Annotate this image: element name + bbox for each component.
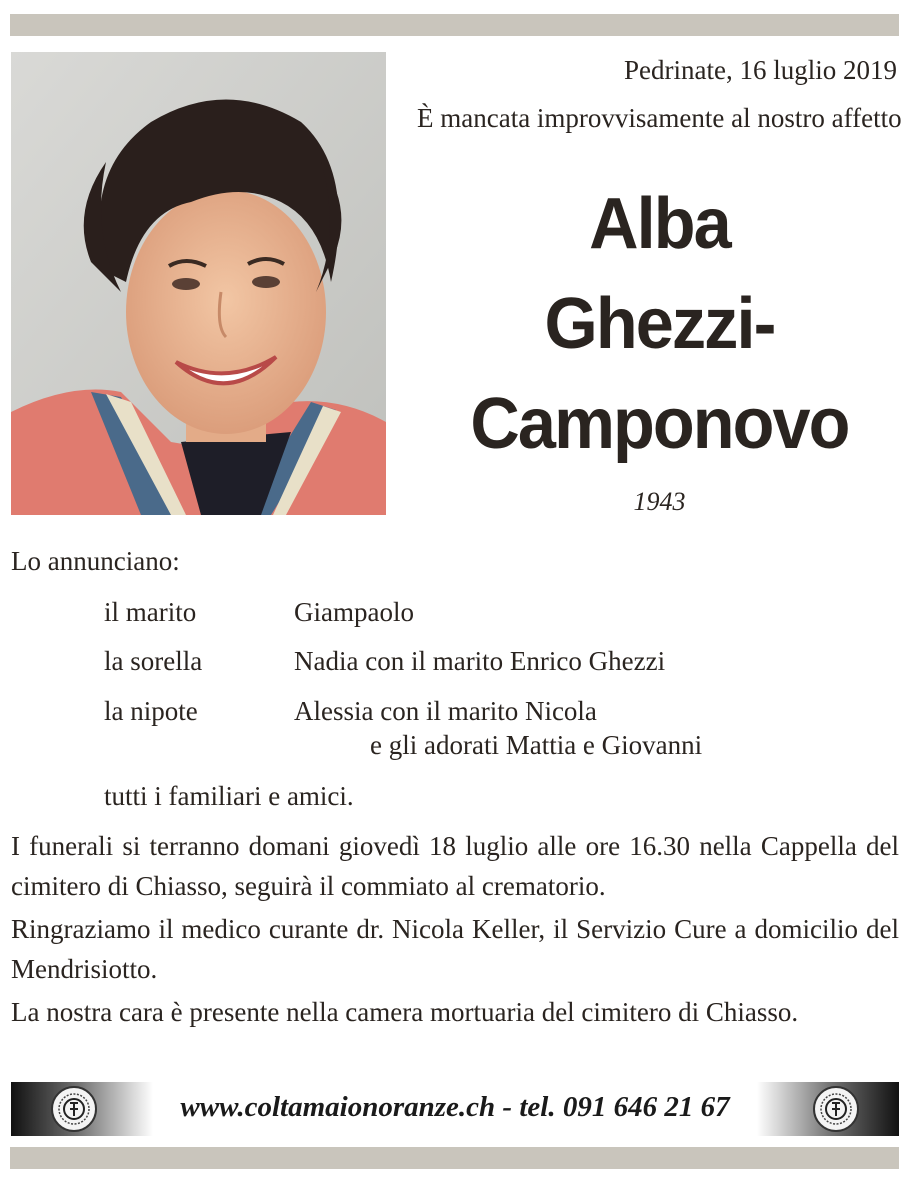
relative-role: il marito xyxy=(104,597,197,627)
funeral-home-logo-icon xyxy=(813,1086,859,1132)
bottom-divider-bar xyxy=(10,1147,899,1169)
relative-names: Giampaolo xyxy=(294,597,414,627)
chapel-paragraph: La nostra cara è presente nella camera mortuaria del cimitero di Chiasso. xyxy=(11,997,799,1027)
relative-names: Alessia con il marito Nicola xyxy=(294,696,597,726)
funeral-paragraph: I funerali si terranno domani giovedì 18 luglio alle ore 16.30 nella Cappella del cimitero di Chiasso, seguirà il commiato al crematorio. xyxy=(11,831,899,901)
deceased-name-line1: Alba xyxy=(589,184,730,264)
portrait-illustration xyxy=(11,52,386,515)
top-divider-bar xyxy=(10,14,899,36)
intro-text: È mancata improvvisamente al nostro affetto xyxy=(417,103,902,133)
birth-year: 1943 xyxy=(633,487,686,516)
place-date: Pedrinate, 16 luglio 2019 xyxy=(624,55,897,85)
announcement-lead: Lo annunciano: xyxy=(11,546,180,576)
relative-role: la nipote xyxy=(104,696,198,726)
footer-contact[interactable]: www.coltamaionoranze.ch - tel. 091 646 21 67 xyxy=(180,1091,730,1123)
relative-role: la sorella xyxy=(104,646,203,676)
relative-names: Nadia con il marito Enrico Ghezzi xyxy=(294,646,666,676)
thanks-paragraph: Ringraziamo il medico curante dr. Nicola Keller, il Servizio Cure a domicilio del Mendrisiotto. xyxy=(11,914,899,984)
portrait-photo xyxy=(11,52,386,515)
deceased-name-line2: Ghezzi- xyxy=(544,284,775,364)
footer-banner xyxy=(11,1082,899,1136)
funeral-home-logo-glyph xyxy=(818,1091,854,1127)
deceased-name-line3: Camponovo xyxy=(470,384,849,464)
relative-names-continued: e gli adorati Mattia e Giovanni xyxy=(370,730,703,760)
others-line: tutti i familiari e amici. xyxy=(104,781,354,811)
